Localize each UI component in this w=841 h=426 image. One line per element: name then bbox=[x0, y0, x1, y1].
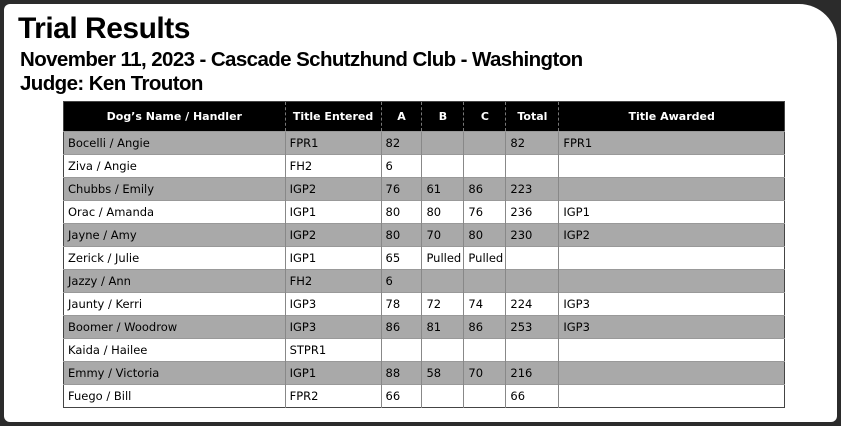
judge-subtitle: Judge: Ken Trouton bbox=[20, 72, 203, 95]
score-b-cell bbox=[422, 155, 464, 178]
title-entered-cell: FPR1 bbox=[285, 132, 381, 155]
score-a-cell: 80 bbox=[381, 224, 422, 247]
total-cell: 216 bbox=[506, 362, 559, 385]
table-row bbox=[64, 316, 785, 339]
score-a-cell: 88 bbox=[381, 362, 422, 385]
score-b-cell: 72 bbox=[422, 293, 464, 316]
title-awarded-cell bbox=[559, 155, 785, 178]
score-a-cell: 6 bbox=[381, 270, 422, 293]
score-c-cell: Pulled bbox=[464, 247, 506, 270]
dog-handler-cell: Ziva / Angie bbox=[64, 155, 286, 178]
total-cell: 82 bbox=[506, 132, 559, 155]
col-header-a: A bbox=[381, 102, 422, 132]
table-row bbox=[64, 132, 785, 155]
title-awarded-cell: IGP3 bbox=[559, 293, 785, 316]
title-entered-cell: STPR1 bbox=[285, 339, 381, 362]
score-c-cell bbox=[464, 270, 506, 293]
dog-handler-cell: Chubbs / Emily bbox=[64, 178, 286, 201]
table-row bbox=[64, 155, 785, 178]
dog-handler-cell: Fuego / Bill bbox=[64, 385, 286, 408]
col-header-total: Total bbox=[506, 102, 559, 132]
score-c-cell: 80 bbox=[464, 224, 506, 247]
score-c-cell bbox=[464, 132, 506, 155]
title-entered-cell: IGP1 bbox=[285, 362, 381, 385]
total-cell bbox=[506, 247, 559, 270]
table-row bbox=[64, 224, 785, 247]
title-awarded-cell: IGP1 bbox=[559, 201, 785, 224]
score-c-cell: 86 bbox=[464, 316, 506, 339]
score-a-cell: 82 bbox=[381, 132, 422, 155]
table-header-row bbox=[64, 102, 785, 132]
score-a-cell: 78 bbox=[381, 293, 422, 316]
dog-handler-cell: Orac / Amanda bbox=[64, 201, 286, 224]
score-b-cell: 80 bbox=[422, 201, 464, 224]
title-entered-cell: FH2 bbox=[285, 155, 381, 178]
score-a-cell: 65 bbox=[381, 247, 422, 270]
table-row bbox=[64, 385, 785, 408]
title-awarded-cell bbox=[559, 385, 785, 408]
score-c-cell bbox=[464, 385, 506, 408]
title-awarded-cell: FPR1 bbox=[559, 132, 785, 155]
total-cell bbox=[506, 270, 559, 293]
score-b-cell: 58 bbox=[422, 362, 464, 385]
title-entered-cell: IGP3 bbox=[285, 293, 381, 316]
dog-handler-cell: Jaunty / Kerri bbox=[64, 293, 286, 316]
score-c-cell: 70 bbox=[464, 362, 506, 385]
table-row bbox=[64, 270, 785, 293]
score-a-cell: 80 bbox=[381, 201, 422, 224]
title-entered-cell: FPR2 bbox=[285, 385, 381, 408]
title-awarded-cell: IGP2 bbox=[559, 224, 785, 247]
score-c-cell: 76 bbox=[464, 201, 506, 224]
title-entered-cell: IGP1 bbox=[285, 247, 381, 270]
score-c-cell bbox=[464, 155, 506, 178]
table-row bbox=[64, 201, 785, 224]
score-b-cell bbox=[422, 385, 464, 408]
score-b-cell bbox=[422, 132, 464, 155]
score-b-cell bbox=[422, 339, 464, 362]
total-cell: 223 bbox=[506, 178, 559, 201]
score-b-cell: Pulled bbox=[422, 247, 464, 270]
score-a-cell: 66 bbox=[381, 385, 422, 408]
col-header-title-entered: Title Entered bbox=[285, 102, 381, 132]
table-row bbox=[64, 293, 785, 316]
dog-handler-cell: Bocelli / Angie bbox=[64, 132, 286, 155]
title-entered-cell: IGP2 bbox=[285, 224, 381, 247]
score-a-cell: 86 bbox=[381, 316, 422, 339]
col-header-c: C bbox=[464, 102, 506, 132]
score-a-cell: 76 bbox=[381, 178, 422, 201]
col-header-title-awarded: Title Awarded bbox=[559, 102, 785, 132]
score-a-cell: 6 bbox=[381, 155, 422, 178]
score-b-cell: 61 bbox=[422, 178, 464, 201]
total-cell: 230 bbox=[506, 224, 559, 247]
dog-handler-cell: Jazzy / Ann bbox=[64, 270, 286, 293]
table-body bbox=[64, 132, 785, 408]
results-card bbox=[4, 4, 837, 422]
score-b-cell: 81 bbox=[422, 316, 464, 339]
title-entered-cell: FH2 bbox=[285, 270, 381, 293]
table-row bbox=[64, 339, 785, 362]
score-a-cell bbox=[381, 339, 422, 362]
col-header-b: B bbox=[422, 102, 464, 132]
score-c-cell bbox=[464, 339, 506, 362]
dog-handler-cell: Jayne / Amy bbox=[64, 224, 286, 247]
title-awarded-cell bbox=[559, 178, 785, 201]
score-b-cell: 70 bbox=[422, 224, 464, 247]
title-awarded-cell bbox=[559, 270, 785, 293]
table-row bbox=[64, 247, 785, 270]
dog-handler-cell: Emmy / Victoria bbox=[64, 362, 286, 385]
title-awarded-cell bbox=[559, 247, 785, 270]
title-awarded-cell bbox=[559, 362, 785, 385]
title-entered-cell: IGP3 bbox=[285, 316, 381, 339]
total-cell: 66 bbox=[506, 385, 559, 408]
score-c-cell: 86 bbox=[464, 178, 506, 201]
score-c-cell: 74 bbox=[464, 293, 506, 316]
total-cell bbox=[506, 339, 559, 362]
dog-handler-cell: Boomer / Woodrow bbox=[64, 316, 286, 339]
table-row bbox=[64, 362, 785, 385]
title-awarded-cell: IGP3 bbox=[559, 316, 785, 339]
total-cell: 236 bbox=[506, 201, 559, 224]
total-cell bbox=[506, 155, 559, 178]
col-header-dog-handler: Dog’s Name / Handler bbox=[64, 102, 286, 132]
results-table bbox=[63, 101, 785, 408]
event-subtitle: November 11, 2023 - Cascade Schutzhund Club - Washington bbox=[20, 48, 583, 71]
total-cell: 224 bbox=[506, 293, 559, 316]
table-row bbox=[64, 178, 785, 201]
total-cell: 253 bbox=[506, 316, 559, 339]
title-entered-cell: IGP1 bbox=[285, 201, 381, 224]
title-awarded-cell bbox=[559, 339, 785, 362]
dog-handler-cell: Zerick / Julie bbox=[64, 247, 286, 270]
page-title: Trial Results bbox=[18, 12, 190, 45]
score-b-cell bbox=[422, 270, 464, 293]
dog-handler-cell: Kaida / Hailee bbox=[64, 339, 286, 362]
title-entered-cell: IGP2 bbox=[285, 178, 381, 201]
